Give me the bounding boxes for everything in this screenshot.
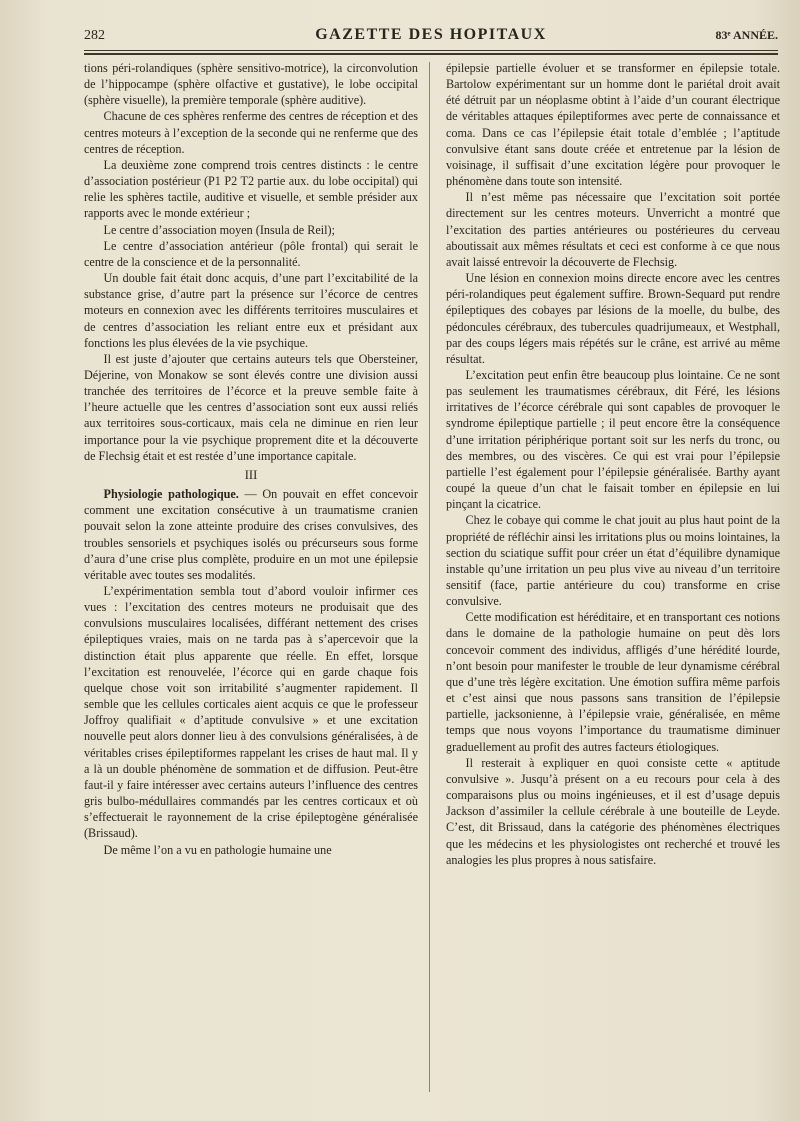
paragraph: Il est juste d’ajouter que certains auteurs tels que Obersteiner, Déjerine, von Monakow se sont élevés contre une division aussi tranchée des territoires de l’écorce et la preuve semble faite à l’heure actuelle que les centres d’association sont eux aussi reliés aux territoires sous-corticaux, mais cela ne diminue en rien leur importance pour la vie psychique proprement dite et la découverte de Flechsig était et est restée d’une importance capitale. (84, 351, 418, 463)
paragraph: L’expérimentation sembla tout d’abord vouloir infirmer ces vues : l’excitation des centres moteurs ne produisait que des convulsions musculaires localisées, différant nettement des crises épileptiques vraies, mais on ne tarda pas à s’apercevoir que la distinction était plus apparente que réelle. En effet, lorsque l’excitation est renouvelée, l’écorce qui en garde chaque fois quelque chose voit son irritabilité s’augmenter rapidement. Il semble que les cellules corticales aient acquis ce que le professeur Joffroy qualifiait « d’aptitude convulsive » et une excitation nouvelle peut alors donner lieu à des convulsions généralisées, à de véritables crises épileptiformes rappelant les crises de haut mal. Il y a là un double phénomène de sommation et de diffusion. Peut-être faut-il y faire intéresser avec certains auteurs l’influence des centres gris bulbo-médullaires commandés par les centres corticaux et où s’effectuerait le rayonnement de la crise épileptogène généralisée (Brissaud). (84, 584, 418, 841)
paragraph: La deuxième zone comprend trois centres distincts : le centre d’association postérieur (P1 P2 T2 partie aux. du lobe occipital) qui relie les sphères tactile, auditive et visuelle, et semble présider aux rapports avec le monde extérieur ; (84, 157, 418, 221)
paragraph: Le centre d’association antérieur (pôle frontal) qui serait le centre de la conscience et de la personnalité. (84, 238, 418, 269)
page-header (84, 22, 778, 48)
paragraph: Une lésion en connexion moins directe encore avec les centres péri-rolandiques peut également suffire. Brown-Sequard put rendre épileptiques des cobayes par lésions de la moelle, du bulbe, des pédoncules cérébraux, des tubercules quadrijumeaux, et Westphall, par des coups légers mais répétés sur le crâne, est arrivé au même résultat. (446, 271, 780, 366)
year-label: 83ᵉ ANNÉE. (715, 28, 778, 42)
header-rule-thin (84, 50, 778, 51)
section-number: III (244, 467, 258, 482)
paragraph: épilepsie partielle évoluer et se transformer en épilepsie totale. Bartolow expérimentant sur un homme dont le pariétal droit avait été détruit par un néoplasme obtint à l’aide d’un courant électrique de véritables attaques épileptiformes avec perte de connaissance et coma. Dans ce cas l’épilepsie était totale d’emblée ; l’aptitude convulsive étant sans doute créée et entretenue par la lésion de voisinage, il suffisait d’une excitation légère pour provoquer le phénomène dans toute son intensité. (446, 61, 780, 189)
left-column (84, 60, 418, 858)
paragraph: Il n’est même pas nécessaire que l’excitation soit portée directement sur les centres moteurs. Unverricht a montré que l’excitation des parties antérieures ou postérieures du cerveau aboutissait aux mêmes résultats et ceci est conforme à ce que nous avait laissé entrevoir la découverte de Flechsig. (446, 190, 780, 269)
paragraph: Chez le cobaye qui comme le chat jouit au plus haut point de la propriété de réfléchir ainsi les irritations plus ou moins lointaines, la section du sciatique suffit pour créer un état d’équilibre dynamique instable qu’une irritation un peu plus vive au niveau d’un territoire sensitif (face, partie antérieure du cou) transforme en crise convulsive. (446, 513, 780, 609)
section-intro-text: — On pouvait en effet concevoir comment une excitation consécutive à un traumatisme cranien pouvait selon la zone atteinte produire des crises convulsives, des troubles sensoriels et psychiques isolés ou précurseurs sous forme d’aura d’une crise plus complète, produire en un mot une épilepsie véritable avec toutes ses modalités. (84, 487, 418, 582)
paragraph: Cette modification est héréditaire, et en transportant ces notions dans le domaine de la pathologie humaine on peut dès lors concevoir comment des individus, affligés d’une hérédité lourde, n’ont besoin pour manifester le trouble de leur dynamisme cérébral que d’une très légère excitation. Une émotion suffira même parfois et c’est ainsi que nous passons sans transition de l’épilepsie partielle, jacksonienne, à l’épilepsie vraie, généralisée, en même temps que nous voyons l’importance du traumatisme diminuer graduellement au profit des autres facteurs étiologiques. (446, 610, 780, 754)
paragraph: Il resterait à expliquer en quoi consiste cette « aptitude convulsive ». Jusqu’à présent on a eu recours pour cela à des comparaisons plus ou moins ingénieuses, et il est d’usage depuis Jackson d’assimiler la cellule cérébrale à une bouteille de Leyde. C’est, dit Brissaud, dans la catégorie des phénomènes électriques que les médecins et les physiologistes ont recherché et trouvé les analogies les plus propres à nous satisfaire. (446, 755, 780, 867)
paragraph: tions péri-rolandiques (sphère sensitivo-motrice), la circonvolution de l’hippocampe (sphère olfactive et gustative), le lobe occipital (sphère visuelle), la première temporale (sphère auditive). (84, 61, 418, 108)
paragraph: Chacune de ces sphères renferme des centres de réception et des centres moteurs à l’exception de la seconde qui ne renferme que des centres de réception. (84, 109, 418, 156)
section-intro-paragraph (84, 486, 418, 583)
header-rule-thick (84, 53, 778, 55)
paragraph: De même l’on a vu en pathologie humaine une (103, 842, 332, 857)
paragraph: L’excitation peut enfin être beaucoup plus lointaine. Ce ne sont pas seulement les traumatismes cérébraux, dit Féré, les lésions irritatives de l’écorce cérébrale qui sont capables de provoquer le syndrome épileptique partielle ; il peut encore être la conséquence d’une irritation périphérique portant soit sur les nerfs du tronc, ou des membres, ou des viscères. Ce qui est vrai pour l’épilepsie partielle l’est également pour l’épilepsie généralisée. Barthy ayant coupé la queue d’un chat le faisait tomber en épilepsie en lui pinçant la cicatrice. (446, 367, 780, 512)
section-title: Physiologie pathologique. (103, 487, 239, 502)
journal-title: GAZETTE DES HOPITAUX (315, 26, 547, 43)
column-divider (429, 62, 430, 1092)
paragraph: Le centre d’association moyen (Insula de Reil); (103, 222, 335, 237)
paragraph: Un double fait était donc acquis, d’une part l’excitabilité de la substance grise, d’autre part la présence sur l’écorce de centres moteurs en connexion avec les différents territoires musculaires et de centres d’association les reliant entre eux et présidant aux fonctions les plus élevées de la vie psychique. (84, 271, 418, 350)
right-column (446, 60, 780, 868)
page-number: 282 (84, 28, 105, 43)
